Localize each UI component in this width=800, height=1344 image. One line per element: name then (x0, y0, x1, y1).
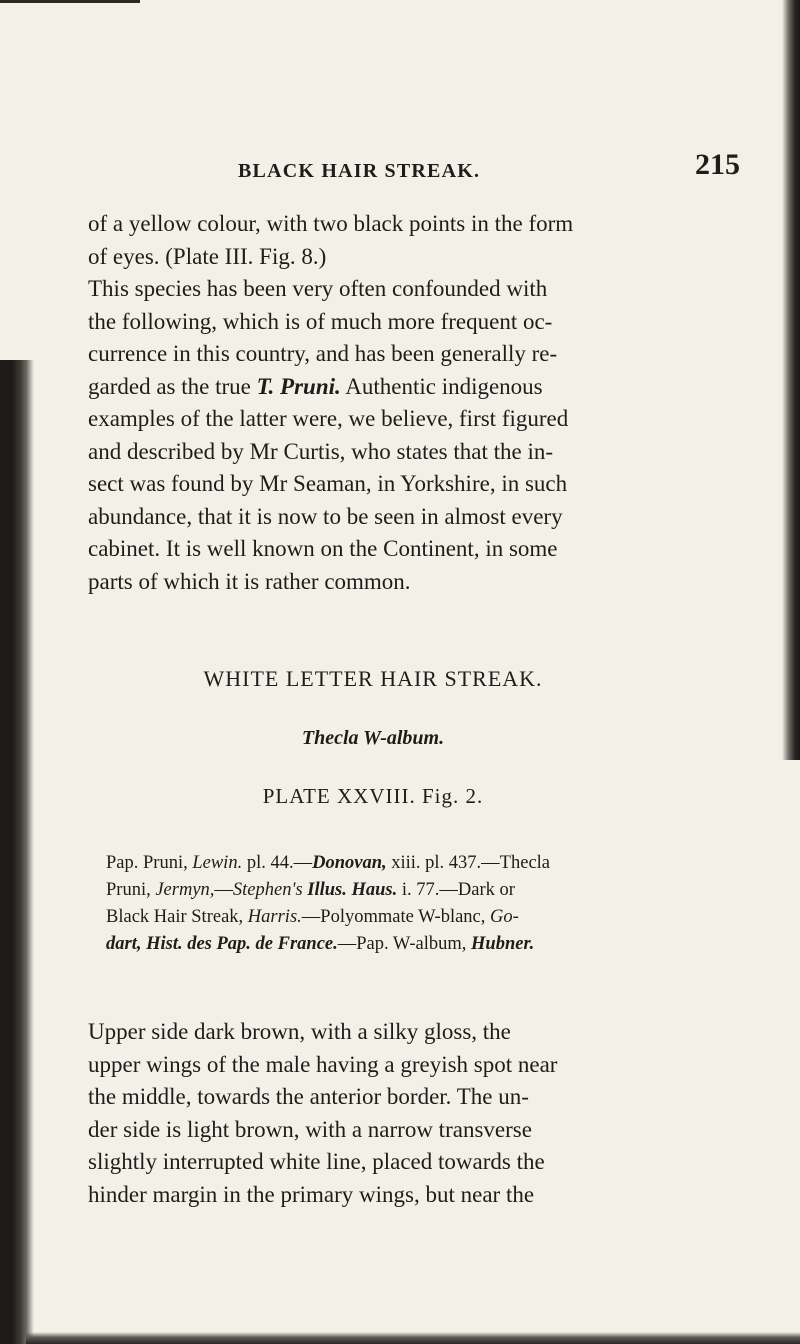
plate-reference: PLATE XXVIII. Fig. 2. (262, 784, 484, 808)
reference-line (106, 931, 658, 958)
text-line: the following, which is of much more frequent oc- (88, 308, 553, 334)
text-line: abundance, that it is now to be seen in almost every (88, 503, 563, 529)
synonymy-references (106, 850, 658, 958)
text-line: and described by Mr Curtis, who states that the in- (88, 438, 554, 464)
reference-run: — (214, 880, 233, 900)
text-line: slightly interrupted white line, placed towards the (88, 1149, 545, 1174)
running-head: BLACK HAIR STREAK. (238, 160, 481, 182)
reference-author: Donovan, (312, 853, 387, 873)
description-paragraph (88, 1016, 658, 1211)
reference-run: —Pap. W-album, (337, 934, 472, 954)
bottom-edge-shadow (26, 1332, 800, 1344)
reference-author: Go- (490, 907, 519, 927)
text-line: parts of which it is rather common. (88, 568, 411, 594)
reference-run: xiii. pl. 437.—Thecla (386, 853, 551, 873)
reference-line (106, 877, 658, 904)
text-line: of eyes. (Plate III. Fig. 8.) (88, 243, 327, 269)
reference-run: i. 77.—Dark or (397, 880, 515, 900)
latin-name: Thecla W-album. (301, 727, 445, 749)
text-line: the middle, towards the anterior border. The un- (88, 1084, 529, 1109)
top-edge-rule (0, 0, 140, 3)
text-line: der side is light brown, with a narrow transverse (88, 1116, 532, 1142)
reference-run: —Polyommate W-blanc, (301, 907, 491, 927)
species-name: T. Pruni. (256, 373, 341, 399)
reference-work: Illus. Haus. (307, 880, 398, 900)
page-header (60, 148, 740, 188)
text-line: Upper side dark brown, with a silky gloss, the (88, 1019, 511, 1044)
reference-line (106, 904, 658, 931)
paragraph-continued (88, 208, 658, 598)
text-line: upper wings of the male having a greyish spot near (88, 1051, 558, 1077)
reference-line (106, 850, 658, 877)
binding-shadow-left (0, 360, 34, 1344)
text-line: hinder margin in the primary wings, but near the (88, 1181, 535, 1207)
reference-run: Pruni, (106, 880, 156, 900)
reference-author: Lewin. (192, 853, 243, 873)
section-title: WHITE LETTER HAIR STREAK. (203, 666, 543, 691)
reference-run: Black Hair Streak, (106, 907, 248, 927)
text-run: Authentic indigenous (340, 373, 543, 399)
text-line (88, 371, 658, 404)
reference-work: dart, Hist. des (106, 934, 212, 954)
text-line: of a yellow colour, with two black points in the form (88, 211, 574, 236)
reference-author: Stephen's (232, 880, 303, 900)
text-line: currence in this country, and has been generally re- (88, 341, 558, 366)
page-number: 215 (695, 148, 740, 181)
binding-shadow-right (782, 0, 800, 760)
reference-author: Harris. (247, 907, 302, 927)
text-line: cabinet. It is well known on the Continent, in some (88, 536, 558, 561)
reference-run: pl. 44.— (242, 853, 313, 873)
text-line: This species has been very often confounded with (88, 276, 548, 301)
reference-work: Pap. de France. (216, 934, 338, 954)
text-line: examples of the latter were, we believe, first figured (88, 406, 569, 431)
reference-author: Jermyn, (155, 880, 215, 900)
reference-run: Pap. Pruni, (106, 853, 193, 873)
text-run: garded as the true (88, 373, 257, 399)
reference-author: Hubner. (471, 934, 535, 954)
text-line: sect was found by Mr Seaman, in Yorkshire, in such (88, 471, 568, 496)
